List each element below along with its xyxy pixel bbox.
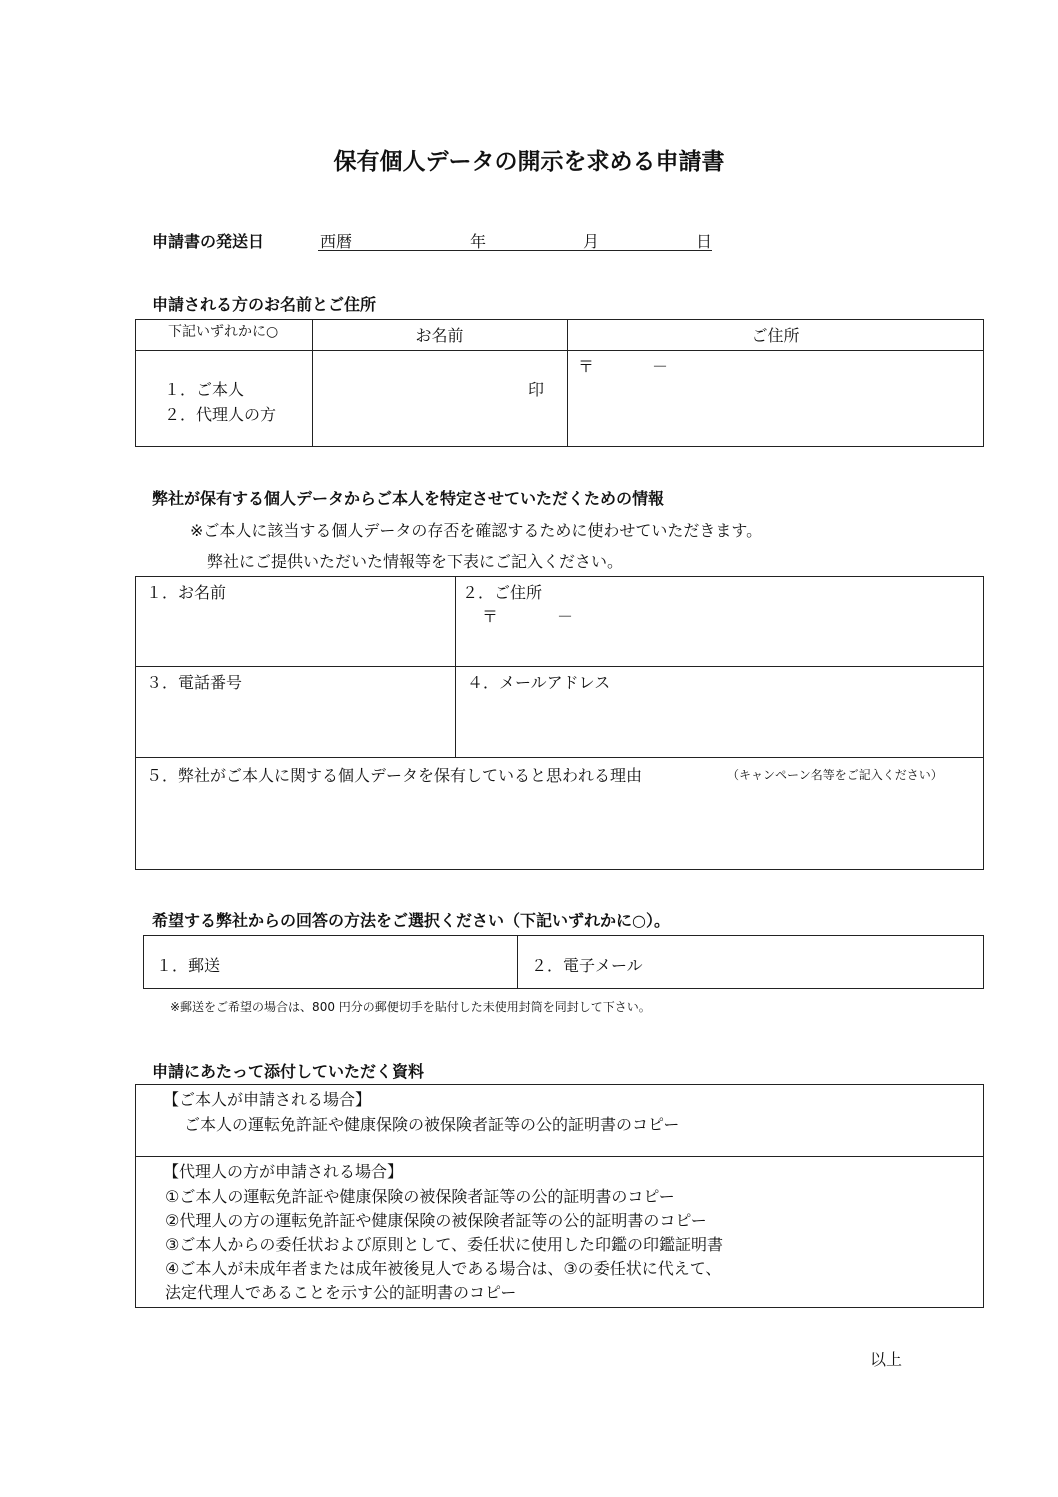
attachments-agent-item-1: ①ご本人の運転免許証や健康保険の被保険者証等の公的証明書のコピー <box>165 1187 675 1206</box>
identify-table-row-divider-2 <box>135 757 984 758</box>
attachments-self-item: ご本人の運転免許証や健康保険の被保険者証等の公的証明書のコピー <box>184 1115 680 1134</box>
attachments-agent-item-3: ③ご本人からの委任状および原則として、委任状に使用した印鑑の印鑑証明書 <box>165 1235 724 1254</box>
applicant-col-select: 下記いずれかに○ <box>168 324 279 340</box>
applicant-address-field[interactable] <box>569 352 982 445</box>
seal-mark: 印 <box>528 380 545 399</box>
identify-table-col-divider <box>455 576 456 758</box>
attachments-self-heading: 【ご本人が申請される場合】 <box>163 1090 372 1109</box>
document-title: 保有個人データの開示を求める申請書 <box>333 149 725 175</box>
identify-field-name: １．お名前 <box>146 583 227 602</box>
identify-field-address: ２．ご住所 <box>462 583 543 602</box>
identify-field-reason: ５．弊社がご本人に関する個人データを保有していると思われる理由 <box>146 766 643 785</box>
reply-heading: 希望する弊社からの回答の方法をご選択ください（下記いずれかに○）。 <box>152 911 670 930</box>
applicant-heading: 申請される方のお名前とご住所 <box>152 295 377 314</box>
applicant-col-name: お名前 <box>415 326 464 345</box>
identify-address-input[interactable] <box>457 628 982 664</box>
identify-reason-input[interactable] <box>137 790 982 868</box>
identify-field-email: ４．メールアドレス <box>467 673 611 692</box>
applicant-option-self[interactable]: １．ご本人 <box>164 380 245 399</box>
identify-postal-mark: 〒 <box>482 607 499 626</box>
identify-field-reason-note: （キャンペーン名等をご記入ください） <box>727 768 943 782</box>
closing-mark: 以上 <box>870 1350 903 1369</box>
attachments-agent-item-2: ②代理人の方の運転免許証や健康保険の被保険者証等の公的証明書のコピー <box>165 1211 707 1230</box>
attachments-agent-heading: 【代理人の方が申請される場合】 <box>163 1162 404 1181</box>
reply-option-email[interactable]: ２．電子メール <box>531 956 643 975</box>
attachments-table-row-divider <box>135 1156 984 1157</box>
attachments-agent-item-4-cont: 法定代理人であることを示す公的証明書のコピー <box>165 1283 517 1302</box>
applicant-name-field[interactable] <box>314 352 564 445</box>
identify-table-row-divider-1 <box>135 666 984 667</box>
identify-email-input[interactable] <box>457 695 982 755</box>
identify-note-1: ※ご本人に該当する個人データの存否を確認するために使わせていただきます。 <box>190 521 763 540</box>
applicant-col-address: ご住所 <box>751 326 800 345</box>
identify-heading: 弊社が保有する個人データからご本人を特定させていただくための情報 <box>152 489 665 508</box>
send-date-label: 申請書の発送日 <box>152 232 265 251</box>
attachments-agent-item-4: ④ご本人が未成年者または成年被後見人である場合は、③の委任状に代えて、 <box>165 1259 722 1278</box>
send-date-day: 日 <box>696 232 713 251</box>
send-date-underline[interactable] <box>318 250 712 251</box>
identify-postal-dash: － <box>557 607 574 626</box>
applicant-postal-mark: 〒 <box>578 357 595 376</box>
reply-note: ※郵送をご希望の場合は、800 円分の郵便切手を貼付した未使用封筒を同封して下さい。 <box>170 1000 651 1014</box>
applicant-option-agent[interactable]: ２．代理人の方 <box>164 405 277 424</box>
attachments-heading: 申請にあたって添付していただく資料 <box>152 1062 425 1081</box>
identify-name-input[interactable] <box>137 605 453 664</box>
identify-field-phone: ３．電話番号 <box>146 673 243 692</box>
send-date-era: 西暦 <box>320 232 353 251</box>
reply-table-col-divider <box>517 935 518 989</box>
send-date-month: 月 <box>583 232 600 251</box>
reply-option-mail[interactable]: １．郵送 <box>156 956 221 975</box>
send-date-year: 年 <box>470 232 487 251</box>
applicant-postal-dash: － <box>652 357 669 376</box>
identify-phone-input[interactable] <box>137 695 453 755</box>
identify-note-2: 弊社にご提供いただいた情報等を下表にご記入ください。 <box>207 552 624 571</box>
applicant-table-header-divider <box>135 350 984 351</box>
